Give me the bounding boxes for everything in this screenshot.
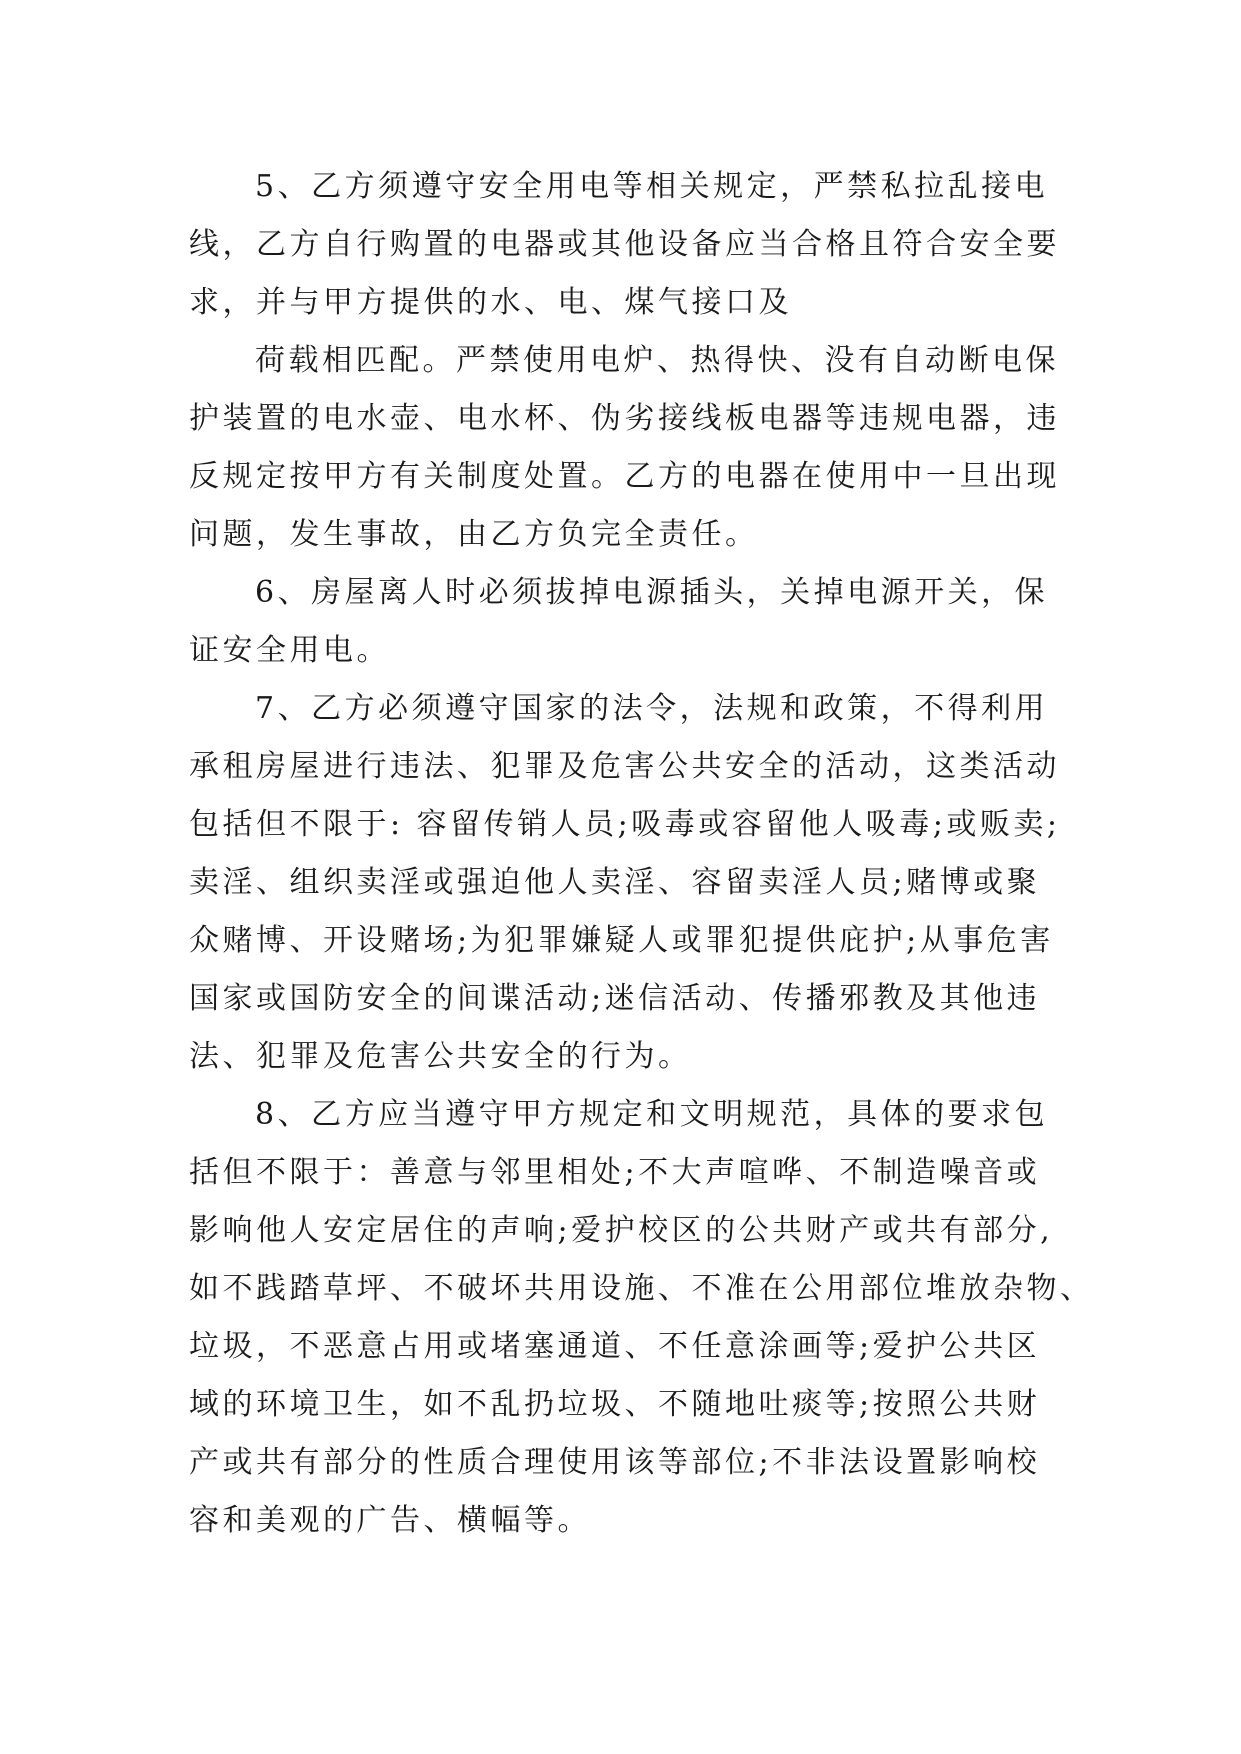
paragraph-7-line: 众赌博、开设赌场;为犯罪嫌疑人或罪犯提供庇护;从事危害 [189, 923, 1054, 958]
document-body [189, 158, 1094, 1550]
paragraph-8-line: 产或共有部分的性质合理使用该等部位;不非法设置影响校 [189, 1445, 1041, 1480]
paragraph-5-line: 5、乙方须遵守安全用电等相关规定，严禁私拉乱接电 [255, 169, 1049, 204]
paragraph-8-line: 域的环境卫生，如不乱扔垃圾、不随地吐痰等;按照公共财 [189, 1387, 1041, 1422]
paragraph-5-line: 求，并与甲方提供的水、电、煤气接口及 [189, 285, 792, 320]
paragraph-8-line: 影响他人安定居住的声响;爱护校区的公共财产或共有部分, [189, 1213, 1054, 1248]
paragraph-7-line: 包括但不限于: 容留传销人员;吸毒或容留他人吸毒;或贩卖; [189, 807, 1061, 842]
paragraph-7-line: 国家或国防安全的间谍活动;迷信活动、传播邪教及其他违 [189, 981, 1041, 1016]
paragraph-6-line: 证安全用电。 [189, 633, 390, 668]
paragraph-8-line: 如不践踏草坪、不破坏共用设施、不准在公用部位堆放杂物、 [189, 1271, 1094, 1306]
paragraph-7-line: 法、犯罪及危害公共安全的行为。 [189, 1039, 692, 1074]
paragraph-8-line: 括但不限于：善意与邻里相处;不大声喧哗、不制造噪音或 [189, 1155, 1041, 1190]
paragraph-5-cont-line: 护装置的电水壶、电水杯、伪劣接线板电器等违规电器，违 [189, 401, 1060, 436]
paragraph-8-line: 垃圾，不恶意占用或堵塞通道、不任意涂画等;爱护公共区 [189, 1329, 1041, 1364]
paragraph-7-line: 7、乙方必须遵守国家的法令，法规和政策，不得利用 [255, 691, 1049, 726]
paragraph-6-line: 6、房屋离人时必须拔掉电源插头，关掉电源开关，保 [255, 575, 1049, 610]
paragraph-5-line: 线，乙方自行购置的电器或其他设备应当合格且符合安全要 [189, 227, 1060, 262]
paragraph-8-line: 容和美观的广告、横幅等。 [189, 1503, 591, 1538]
paragraph-7-line: 卖淫、组织卖淫或强迫他人卖淫、容留卖淫人员;赌博或聚 [189, 865, 1041, 900]
paragraph-5-cont-line: 反规定按甲方有关制度处置。乙方的电器在使用中一旦出现 [189, 459, 1060, 494]
paragraph-7-line: 承租房屋进行违法、犯罪及危害公共安全的活动，这类活动 [189, 749, 1060, 784]
paragraph-5-cont-line: 荷载相匹配。严禁使用电炉、热得快、没有自动断电保 [255, 343, 1059, 378]
paragraph-8-line: 8、乙方应当遵守甲方规定和文明规范，具体的要求包 [255, 1097, 1049, 1132]
paragraph-5-cont-line: 问题，发生事故，由乙方负完全责任。 [189, 517, 759, 552]
